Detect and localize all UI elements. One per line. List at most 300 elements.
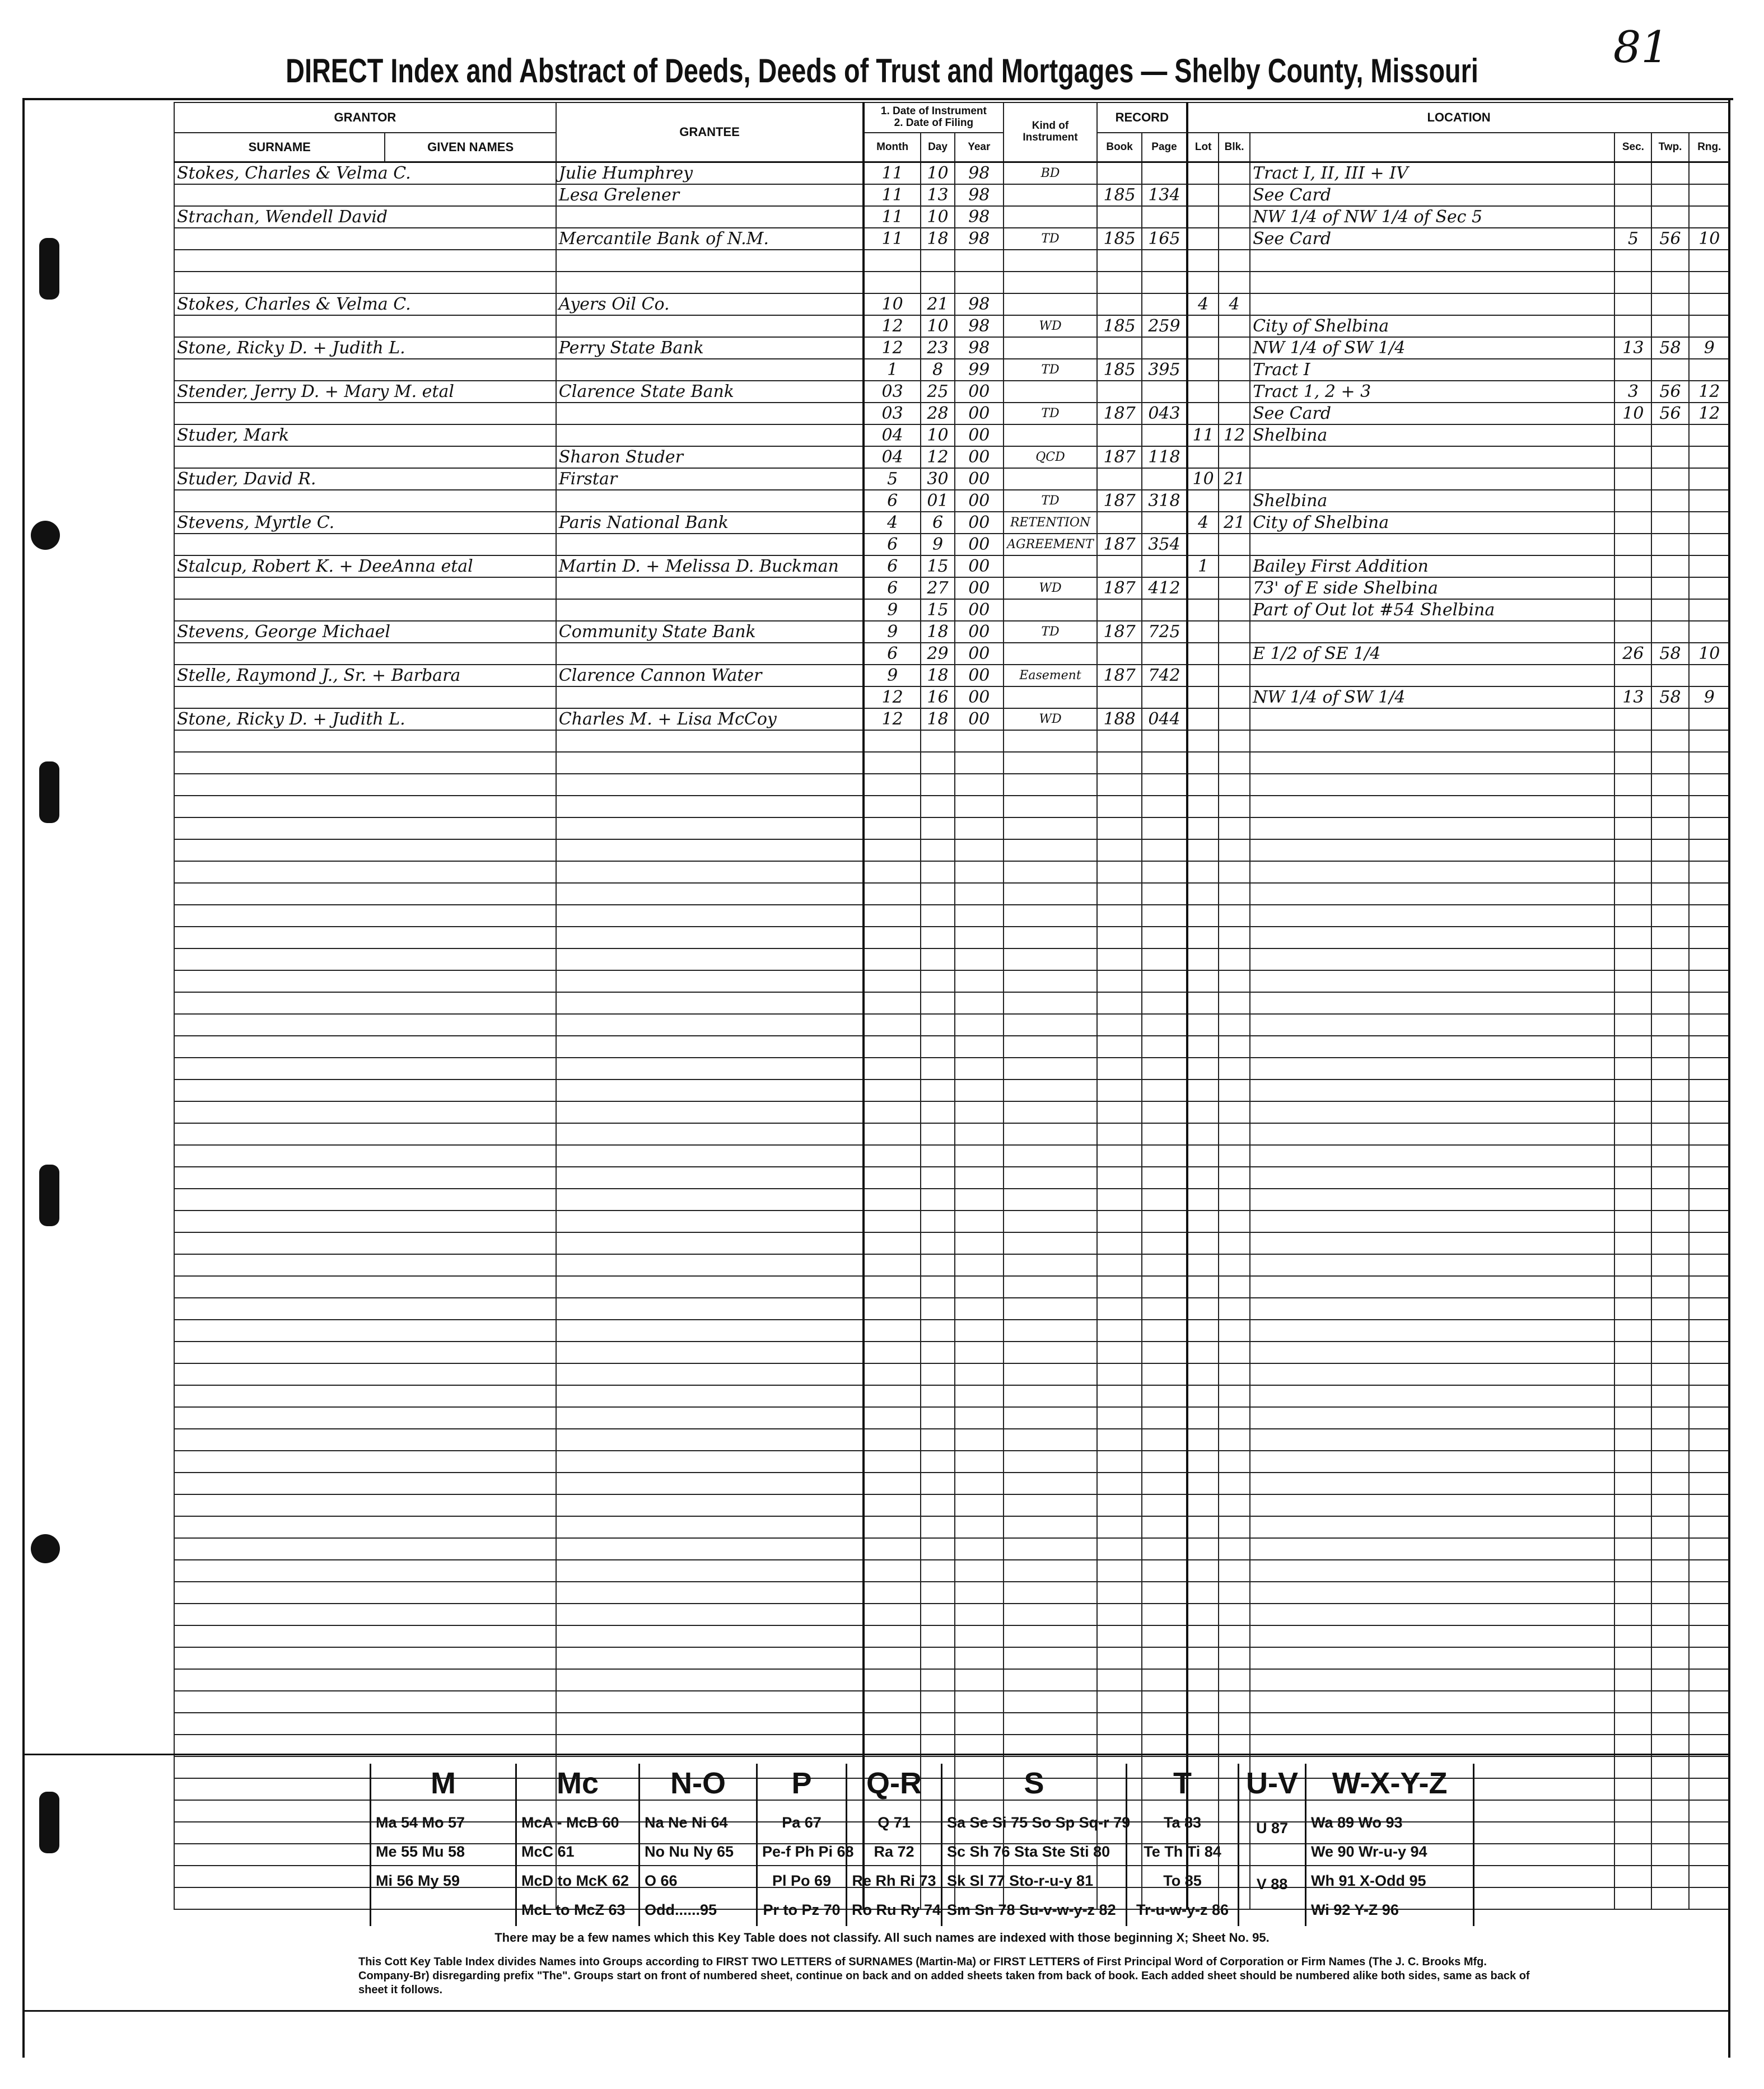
lot-cell (1187, 1625, 1219, 1647)
grantor-cell (174, 1342, 556, 1363)
kind-cell (1004, 1560, 1098, 1582)
rng-cell (1689, 1079, 1730, 1101)
kind-cell (1004, 1342, 1098, 1363)
twp-header: Twp. (1651, 133, 1688, 162)
day-cell: 18 (921, 708, 955, 730)
lot-cell (1187, 643, 1219, 665)
page-cell (1142, 1036, 1187, 1058)
lot-cell (1187, 752, 1219, 774)
table-row (174, 686, 1730, 708)
rng-cell (1689, 1320, 1730, 1342)
table-row (174, 621, 1730, 643)
grantee-cell (556, 1079, 864, 1101)
key-entry: V 88 (1256, 1876, 1288, 1892)
table-row (174, 1320, 1730, 1342)
sec-cell (1614, 446, 1651, 468)
kind-cell (1004, 1058, 1098, 1079)
location-cell (1250, 1145, 1614, 1167)
blk-cell (1219, 861, 1250, 883)
grantor-cell (174, 1407, 556, 1429)
grantor-cell (174, 1385, 556, 1407)
book-cell (1097, 424, 1141, 446)
book-cell (1097, 1407, 1141, 1429)
lot-cell (1187, 1211, 1219, 1232)
blk-cell (1219, 686, 1250, 708)
year-cell: 00 (955, 381, 1004, 403)
rng-cell (1689, 1145, 1730, 1167)
sec-cell (1614, 184, 1651, 206)
footnote: This Cott Key Table Index divides Names into Groups according to FIRST TWO LETTERS of SURNAMES (Martin-Ma) or FIRST LETTERS of First Principal Word of Corporation or Firm Names (The J. C. Brooks Mfg. Company-Br) disregarding prefix "The". Groups start on front of numbered sheet, continue on back and on added sheets taken from back of book. Each added sheet should be numbered alike both sides, same as back of sheet it follows. (358, 1956, 1530, 1996)
sec-cell (1614, 555, 1651, 577)
kind-cell: WD (1004, 708, 1098, 730)
year-cell (955, 1320, 1004, 1342)
key-entry: Q 71 (878, 1814, 911, 1831)
sec-cell (1614, 162, 1651, 185)
book-cell: 187 (1097, 665, 1141, 686)
sec-cell (1614, 861, 1651, 883)
blk-header: Blk. (1219, 133, 1250, 162)
blk-cell (1219, 381, 1250, 403)
book-cell (1097, 1625, 1141, 1647)
grantor-cell (174, 1691, 556, 1713)
table-row (174, 446, 1730, 468)
table-row (174, 1014, 1730, 1036)
month-cell (864, 1058, 921, 1079)
grantee-cell (556, 883, 864, 905)
kind-cell (1004, 883, 1098, 905)
key-entry: Na Ne Ni 64 (645, 1814, 728, 1831)
grantor-cell (174, 992, 556, 1014)
location-cell (1250, 1582, 1614, 1604)
book-cell (1097, 555, 1141, 577)
grantor-cell (174, 1647, 556, 1669)
rng-cell (1689, 752, 1730, 774)
page-cell (1142, 686, 1187, 708)
key-group (1238, 1764, 1305, 1926)
year-cell: 98 (955, 206, 1004, 228)
day-cell (921, 1538, 955, 1560)
sec-cell (1614, 621, 1651, 643)
twp-cell (1651, 1516, 1688, 1538)
key-entry: Ra 72 (874, 1843, 914, 1860)
lot-cell (1187, 621, 1219, 643)
grantee-cell (556, 1625, 864, 1647)
dates-header-line1: 1. Date of Instrument (880, 105, 987, 118)
grantor-cell (174, 1625, 556, 1647)
key-note: There may be a few names which this Key Table does not classify. All such names are indexed with those beginning X; Sheet No. 95. (494, 1931, 1270, 1945)
year-cell (955, 1167, 1004, 1189)
book-cell (1097, 883, 1141, 905)
grantee-cell (556, 752, 864, 774)
month-cell (864, 730, 921, 752)
grantee-cell (556, 1451, 864, 1473)
day-cell (921, 1342, 955, 1363)
rng-cell (1689, 359, 1730, 381)
book-cell (1097, 250, 1141, 272)
year-cell (955, 730, 1004, 752)
month-cell (864, 1036, 921, 1058)
twp-cell (1651, 293, 1688, 315)
month-cell (864, 948, 921, 970)
table-row (174, 162, 1730, 185)
table-row (174, 184, 1730, 206)
year-cell (955, 883, 1004, 905)
table-row (174, 1342, 1730, 1363)
lot-cell (1187, 796, 1219, 817)
lot-header: Lot (1187, 133, 1219, 162)
table-row (174, 927, 1730, 948)
key-entry: Tr-u-w-y-z 86 (1136, 1901, 1229, 1918)
twp-cell (1651, 359, 1688, 381)
day-cell (921, 1320, 955, 1342)
key-entry: Odd......95 (645, 1901, 717, 1918)
sec-cell (1614, 665, 1651, 686)
day-cell (921, 1276, 955, 1298)
month-cell (864, 1385, 921, 1407)
sec-cell (1614, 1363, 1651, 1385)
kind-cell (1004, 1232, 1098, 1254)
rng-header: Rng. (1689, 133, 1730, 162)
day-cell (921, 1036, 955, 1058)
table-row (174, 1058, 1730, 1079)
lot-cell (1187, 599, 1219, 621)
day-cell (921, 1407, 955, 1429)
rng-cell: 10 (1689, 643, 1730, 665)
lot-cell (1187, 1276, 1219, 1298)
twp-cell (1651, 730, 1688, 752)
twp-cell (1651, 1342, 1688, 1363)
grantor-cell: Stelle, Raymond J., Sr. + Barbara (174, 665, 556, 686)
grantee-cell (556, 1211, 864, 1232)
year-cell (955, 1298, 1004, 1320)
lot-cell (1187, 534, 1219, 555)
rng-cell (1689, 1123, 1730, 1145)
location-cell (1250, 861, 1614, 883)
book-cell (1097, 752, 1141, 774)
book-cell (1097, 1342, 1141, 1363)
month-cell: 5 (864, 468, 921, 490)
page-cell (1142, 468, 1187, 490)
month-cell (864, 1713, 921, 1735)
day-cell (921, 1123, 955, 1145)
book-cell (1097, 1079, 1141, 1101)
day-cell (921, 1385, 955, 1407)
day-cell: 16 (921, 686, 955, 708)
twp-cell (1651, 1058, 1688, 1079)
rng-cell (1689, 446, 1730, 468)
location-cell (1250, 1189, 1614, 1211)
kind-cell (1004, 1538, 1098, 1560)
page-cell (1142, 839, 1187, 861)
year-header: Year (955, 133, 1004, 162)
blk-cell (1219, 752, 1250, 774)
grantee-cell (556, 1713, 864, 1735)
key-group (1126, 1764, 1238, 1926)
month-cell (864, 817, 921, 839)
lot-cell (1187, 228, 1219, 250)
sec-cell (1614, 1866, 1651, 1887)
table-row (174, 1101, 1730, 1123)
kind-cell: WD (1004, 315, 1098, 337)
lot-cell (1187, 1669, 1219, 1691)
table-row (174, 861, 1730, 883)
lot-cell (1187, 1713, 1219, 1735)
sec-cell (1614, 883, 1651, 905)
kind-cell (1004, 1494, 1098, 1516)
year-cell (955, 1625, 1004, 1647)
ledger-body (174, 162, 1730, 1910)
location-cell (1250, 1625, 1614, 1647)
page-cell (1142, 206, 1187, 228)
twp-cell (1651, 555, 1688, 577)
year-cell (955, 1254, 1004, 1276)
grantor-cell (174, 272, 556, 293)
sec-cell (1614, 206, 1651, 228)
sec-cell: 3 (1614, 381, 1651, 403)
rng-cell (1689, 817, 1730, 839)
sec-cell (1614, 1800, 1651, 1822)
lot-cell: 1 (1187, 555, 1219, 577)
day-cell (921, 817, 955, 839)
page-cell (1142, 992, 1187, 1014)
day-cell (921, 774, 955, 796)
table-row (174, 1604, 1730, 1625)
page-cell (1142, 1538, 1187, 1560)
book-cell (1097, 817, 1141, 839)
twp-cell: 56 (1651, 381, 1688, 403)
key-group-letter: P (791, 1766, 812, 1800)
location-cell: Bailey First Addition (1250, 555, 1614, 577)
kind-cell (1004, 948, 1098, 970)
lot-cell (1187, 883, 1219, 905)
month-cell (864, 1342, 921, 1363)
day-cell (921, 1473, 955, 1494)
kind-cell (1004, 839, 1098, 861)
blk-cell (1219, 1669, 1250, 1691)
rng-cell (1689, 468, 1730, 490)
grantee-cell (556, 1604, 864, 1625)
blk-cell (1219, 774, 1250, 796)
grantor-cell (174, 1036, 556, 1058)
table-row (174, 1669, 1730, 1691)
grantor-cell (174, 1079, 556, 1101)
day-cell (921, 1560, 955, 1582)
location-cell (1250, 1101, 1614, 1123)
twp-cell (1651, 1800, 1688, 1822)
lot-cell: 10 (1187, 468, 1219, 490)
rng-cell: 12 (1689, 403, 1730, 424)
kind-cell: AGREEMENT (1004, 534, 1098, 555)
twp-cell (1651, 1211, 1688, 1232)
book-cell: 185 (1097, 315, 1141, 337)
blk-cell (1219, 1079, 1250, 1101)
lot-cell (1187, 577, 1219, 599)
grantee-cell (556, 817, 864, 839)
book-cell (1097, 162, 1141, 185)
key-group-letter: M (431, 1766, 456, 1800)
book-cell (1097, 1254, 1141, 1276)
grantee-cell (556, 1101, 864, 1123)
day-cell: 29 (921, 643, 955, 665)
sec-cell: 13 (1614, 337, 1651, 359)
kind-cell (1004, 1167, 1098, 1189)
location-cell: E 1/2 of SE 1/4 (1250, 643, 1614, 665)
location-cell (1250, 1451, 1614, 1473)
location-cell: 73' of E side Shelbina (1250, 577, 1614, 599)
sec-cell (1614, 468, 1651, 490)
twp-cell (1651, 1494, 1688, 1516)
location-cell (1250, 1079, 1614, 1101)
book-cell (1097, 1582, 1141, 1604)
year-cell: 00 (955, 468, 1004, 490)
grantor-cell: Stender, Jerry D. + Mary M. etal (174, 381, 556, 403)
book-cell (1097, 1516, 1141, 1538)
table-row (174, 1232, 1730, 1254)
lot-cell (1187, 1582, 1219, 1604)
lot-cell (1187, 381, 1219, 403)
kind-cell (1004, 337, 1098, 359)
month-cell (864, 970, 921, 992)
binder-hole (31, 1534, 60, 1563)
year-cell (955, 1582, 1004, 1604)
location-cell (1250, 534, 1614, 555)
page-cell (1142, 1167, 1187, 1189)
grantee-cell (556, 490, 864, 512)
book-cell (1097, 948, 1141, 970)
table-row (174, 228, 1730, 250)
sheet-number: 81 (1613, 22, 1669, 73)
year-cell (955, 992, 1004, 1014)
book-cell (1097, 1058, 1141, 1079)
twp-cell (1651, 1232, 1688, 1254)
grantee-cell (556, 905, 864, 927)
twp-cell (1651, 927, 1688, 948)
twp-cell (1651, 1451, 1688, 1473)
location-cell (1250, 1407, 1614, 1429)
day-cell (921, 992, 955, 1014)
month-cell (864, 1298, 921, 1320)
location-cell (1250, 992, 1614, 1014)
blk-cell (1219, 315, 1250, 337)
twp-cell (1651, 1604, 1688, 1625)
grantee-cell: Perry State Bank (556, 337, 864, 359)
rng-cell (1689, 1407, 1730, 1429)
month-cell (864, 1429, 921, 1451)
page-cell (1142, 1560, 1187, 1582)
month-cell (864, 1494, 921, 1516)
lot-cell (1187, 1647, 1219, 1669)
sec-cell (1614, 1036, 1651, 1058)
rng-cell (1689, 1604, 1730, 1625)
rng-cell (1689, 534, 1730, 555)
kind-cell (1004, 1320, 1098, 1342)
table-row (174, 839, 1730, 861)
year-cell: 00 (955, 686, 1004, 708)
month-cell (864, 796, 921, 817)
twp-cell (1651, 206, 1688, 228)
day-cell (921, 883, 955, 905)
blk-cell: 21 (1219, 468, 1250, 490)
blk-cell (1219, 1647, 1250, 1669)
month-cell (864, 1101, 921, 1123)
blk-cell (1219, 839, 1250, 861)
table-row (174, 1254, 1730, 1276)
kind-cell (1004, 1298, 1098, 1320)
rng-cell (1689, 250, 1730, 272)
sec-cell (1614, 1778, 1651, 1800)
kind-cell (1004, 817, 1098, 839)
blk-cell (1219, 621, 1250, 643)
table-row (174, 1560, 1730, 1582)
lot-cell (1187, 1385, 1219, 1407)
month-cell (864, 839, 921, 861)
grantor-cell (174, 752, 556, 774)
twp-cell (1651, 184, 1688, 206)
grantor-cell (174, 577, 556, 599)
month-cell: 4 (864, 512, 921, 534)
grantor-cell (174, 730, 556, 752)
grantee-cell (556, 424, 864, 446)
day-cell (921, 1713, 955, 1735)
day-cell: 28 (921, 403, 955, 424)
table-row (174, 665, 1730, 686)
year-cell: 98 (955, 337, 1004, 359)
lot-cell (1187, 1429, 1219, 1451)
key-entry: Pr to Pz 70 (763, 1901, 841, 1918)
page-cell (1142, 1516, 1187, 1538)
lot-cell (1187, 1232, 1219, 1254)
bottom-rule (22, 2010, 1730, 2012)
grantee-cell: Lesa Grelener (556, 184, 864, 206)
book-cell (1097, 643, 1141, 665)
book-cell (1097, 272, 1141, 293)
rng-cell (1689, 599, 1730, 621)
kind-cell (1004, 1625, 1098, 1647)
grantor-cell (174, 686, 556, 708)
grantor-cell (174, 1254, 556, 1276)
binder-hole (31, 521, 60, 550)
page-cell: 134 (1142, 184, 1187, 206)
book-cell (1097, 1145, 1141, 1167)
page-cell: 118 (1142, 446, 1187, 468)
page-cell (1142, 817, 1187, 839)
twp-cell (1651, 599, 1688, 621)
twp-cell: 56 (1651, 228, 1688, 250)
blk-cell (1219, 1407, 1250, 1429)
day-cell (921, 1363, 955, 1385)
year-cell (955, 1713, 1004, 1735)
page-cell (1142, 730, 1187, 752)
twp-cell (1651, 992, 1688, 1014)
twp-cell (1651, 883, 1688, 905)
table-row (174, 293, 1730, 315)
lot-cell (1187, 1167, 1219, 1189)
location-cell: Shelbina (1250, 490, 1614, 512)
rng-cell (1689, 708, 1730, 730)
key-group-letter: S (1024, 1766, 1044, 1800)
blk-cell (1219, 1560, 1250, 1582)
sec-cell (1614, 315, 1651, 337)
lot-cell (1187, 927, 1219, 948)
twp-cell (1651, 948, 1688, 970)
blk-cell (1219, 1625, 1250, 1647)
month-cell: 11 (864, 206, 921, 228)
month-cell (864, 1189, 921, 1211)
lot-cell (1187, 1473, 1219, 1494)
table-row (174, 1189, 1730, 1211)
book-cell: 187 (1097, 403, 1141, 424)
month-cell (864, 1123, 921, 1145)
